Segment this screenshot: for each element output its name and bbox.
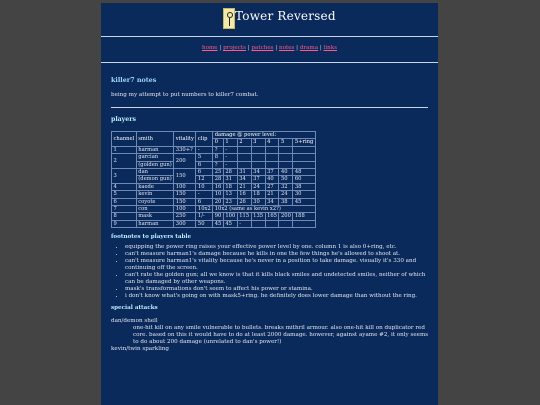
cell-vitality: 100 xyxy=(174,206,196,213)
cell-damage: 60 xyxy=(293,176,315,183)
cell-damage xyxy=(279,146,293,153)
table-row xyxy=(112,146,316,153)
cell-damage: 115 xyxy=(239,213,250,220)
special-attack-name: dan/demon shell xyxy=(111,318,158,325)
cell-damage xyxy=(251,146,265,153)
footnote-item: • equipping the power ring raises your effective power level by one. column 1 is also 0+ring, etc. xyxy=(125,244,431,251)
cell-smith: harman xyxy=(136,146,174,153)
cell-smith: harman xyxy=(136,220,174,227)
cell-damage xyxy=(279,161,293,168)
table-row xyxy=(112,213,316,220)
cell-damage: 16 xyxy=(237,191,251,198)
section-divider xyxy=(111,107,428,108)
cell-damage: ? xyxy=(213,146,224,153)
cell-damage xyxy=(265,146,279,153)
table-row xyxy=(112,183,316,190)
nav-notes[interactable]: notes xyxy=(278,45,295,51)
cell-damage: 32 xyxy=(279,183,293,190)
cell-damage xyxy=(251,161,265,168)
cell-smith: kevin xyxy=(136,191,174,198)
nav-divider xyxy=(101,62,438,63)
cell-channel: 6 xyxy=(112,198,137,205)
cell-damage xyxy=(251,220,265,227)
nav-links[interactable]: links xyxy=(323,45,337,51)
cell-damage: 21 xyxy=(265,191,279,198)
cell-damage: 165 xyxy=(267,213,277,220)
cell-damage: 28 xyxy=(223,169,237,176)
table-row xyxy=(112,176,316,183)
main-content xyxy=(111,77,431,353)
cell-vitality: 250 xyxy=(174,213,196,220)
cell-damage: - xyxy=(223,154,237,161)
col-vitality: vitality xyxy=(174,132,196,147)
table-row xyxy=(112,206,316,213)
cell-smith: garcian xyxy=(136,154,174,161)
cell-damage: 45 xyxy=(223,220,237,227)
cell-damage: 38 xyxy=(293,183,315,190)
table-row xyxy=(112,169,316,176)
cell-clip: 1/- xyxy=(196,213,213,220)
cell-damage: 40 xyxy=(265,176,279,183)
cell-smith: mask xyxy=(136,213,174,220)
cell-damage: 31 xyxy=(237,169,251,176)
cell-damage: 45 xyxy=(214,220,222,227)
cell-damage: 25 xyxy=(214,169,222,176)
cell-damage: 40 xyxy=(279,169,293,176)
cell-damage: 26 xyxy=(237,198,251,205)
cell-channel: 8 xyxy=(112,213,137,220)
level-header: 5+ring xyxy=(294,139,314,146)
players-table xyxy=(111,131,316,228)
cell-clip: 6 xyxy=(196,198,213,205)
cell-damage xyxy=(279,154,293,161)
cell-damage xyxy=(265,161,279,168)
cell-vitality: 150 xyxy=(174,191,196,198)
cell-damage: 50 xyxy=(279,176,293,183)
level-header: 0 xyxy=(213,139,224,146)
table-row xyxy=(112,198,316,205)
cell-smith: (golden gun) xyxy=(138,161,172,168)
ice-cream-icon xyxy=(223,8,235,29)
footnote-item: • can't measure harman1's damage because he kills in one the few things he's allowed to shoot at. xyxy=(125,251,431,258)
cell-damage: 34 xyxy=(237,176,251,183)
intro-text: being my attempt to put numbers to killer7 combat. xyxy=(111,92,259,98)
footnote-item: • mask's transformations don't seem to affect his power or stamina. xyxy=(125,286,431,293)
main-nav: home | projects | patches | notes | drama | links xyxy=(202,45,337,51)
cell-clip: 12 xyxy=(196,176,213,183)
footnote-item: • i don't know what's going on with mask5+ring. he definitely does lower damage than without the ring. xyxy=(125,293,431,300)
cell-damage: 30 xyxy=(251,198,265,205)
notes-title: killer7 notes xyxy=(111,76,157,84)
cell-damage: 34 xyxy=(265,198,279,205)
cell-channel: 1 xyxy=(112,146,137,153)
header-divider xyxy=(101,36,438,37)
cell-damage: ? xyxy=(213,161,224,168)
players-heading: players xyxy=(111,116,136,123)
page-container xyxy=(101,3,438,405)
cell-damage: 24 xyxy=(251,183,265,190)
cell-damage xyxy=(237,154,251,161)
cell-channel: 4 xyxy=(112,183,137,190)
footnotes-heading: footnotes to players table xyxy=(111,234,192,241)
special-attacks-list xyxy=(111,318,431,353)
cell-channel: 2 xyxy=(112,154,137,169)
level-header: 5 xyxy=(279,139,293,146)
cell-damage: 100 xyxy=(225,213,236,220)
cell-clip: 10x2 xyxy=(197,206,211,213)
cell-damage: 13 xyxy=(223,191,237,198)
cell-vitality: 200 xyxy=(174,154,196,169)
cell-damage: 8 xyxy=(213,154,224,161)
cell-clip: - xyxy=(196,146,213,153)
level-header: 3 xyxy=(251,139,265,146)
cell-clip: 5 xyxy=(196,154,213,161)
special-heading: special attacks xyxy=(111,305,158,312)
cell-damage xyxy=(293,154,315,161)
cell-damage xyxy=(251,154,265,161)
site-title: Tower Reversed xyxy=(235,9,336,23)
cell-damage: 37 xyxy=(265,169,279,176)
footnote-item: • can't measure harman1's vitality because he's never in a position to take damage. visually it's 330 and continuing off the screen. xyxy=(125,258,431,272)
footnotes-list xyxy=(111,244,431,300)
cell-damage: 48 xyxy=(293,169,315,176)
cell-clip: 6 xyxy=(196,169,213,176)
cell-vitality: 300 xyxy=(174,220,196,227)
cell-damage: 30 xyxy=(293,191,315,198)
cell-damage: 135 xyxy=(253,213,264,220)
cell-damage: 10x2 (same as kevin x2?) xyxy=(213,206,316,213)
cell-damage xyxy=(279,220,293,227)
cell-damage: 18 xyxy=(223,183,237,190)
cell-smith: kaede xyxy=(136,183,174,190)
nav-projects[interactable]: projects xyxy=(223,45,246,51)
nav-drama[interactable]: drama xyxy=(299,45,319,51)
cell-smith: coyote xyxy=(136,198,174,205)
footnote-item: • can't rate the golden gun; all we know is that it kills black smiles and undetected smiles, neither of which can be damaged by other weapons. xyxy=(125,272,431,286)
cell-vitality: 330+? xyxy=(174,146,196,153)
nav-patches[interactable]: patches xyxy=(251,45,274,51)
cell-damage: 38 xyxy=(279,198,293,205)
cell-damage: 21 xyxy=(237,183,251,190)
cell-clip: 50 xyxy=(196,220,213,227)
special-attack-desc: one-hit kill on any smile vulnerable to bullets. breaks mithril armour. also one-hit kill on duplicator red core. based on this it would have to do at least 2000 damage. however, against ayame #2, it only seems to do about 200 damage (unrelated to dan's power!) xyxy=(133,325,429,346)
cell-damage: 27 xyxy=(265,183,279,190)
cell-vitality: 100 xyxy=(174,183,196,190)
cell-damage xyxy=(293,161,315,168)
cell-damage: 200 xyxy=(280,213,291,220)
cell-damage: 23 xyxy=(223,198,237,205)
cell-channel: 7 xyxy=(112,206,137,213)
cell-damage: 24 xyxy=(279,191,293,198)
cell-damage: 31 xyxy=(223,176,237,183)
cell-damage xyxy=(237,146,251,153)
cell-smith: dan xyxy=(136,169,174,176)
cell-damage xyxy=(265,220,279,227)
col-damage: damage @ power level: xyxy=(213,132,316,139)
cell-damage: 18 xyxy=(251,191,265,198)
cell-damage: - xyxy=(223,146,237,153)
level-header: 1 xyxy=(223,139,237,146)
table-row xyxy=(112,220,316,227)
cell-damage: 45 xyxy=(293,198,315,205)
cell-damage: 28 xyxy=(214,176,222,183)
cell-smith: con xyxy=(136,206,174,213)
cell-channel: 3 xyxy=(112,169,137,184)
special-attack-name: kevin/twin sparkling xyxy=(111,346,169,353)
cell-damage: 188 xyxy=(293,213,315,220)
cell-channel: 5 xyxy=(112,191,137,198)
cell-damage xyxy=(265,154,279,161)
cell-damage xyxy=(237,161,251,168)
nav-home[interactable]: home xyxy=(202,45,218,51)
cell-damage: 34 xyxy=(251,169,265,176)
cell-clip: 6 xyxy=(196,161,213,168)
cell-damage: 90 xyxy=(214,213,222,220)
cell-smith: (demon gun) xyxy=(136,176,174,183)
cell-vitality: 150 xyxy=(174,169,196,184)
cell-clip: - xyxy=(196,191,213,198)
col-smith: smith xyxy=(136,132,174,147)
table-row xyxy=(112,161,316,168)
cell-damage: - xyxy=(223,161,237,168)
table-row xyxy=(112,191,316,198)
cell-damage xyxy=(293,220,315,227)
players-body xyxy=(112,146,316,227)
site-banner xyxy=(101,3,438,35)
cell-damage: - xyxy=(237,220,251,227)
table-row xyxy=(112,154,316,161)
cell-damage: 10 xyxy=(214,191,222,198)
col-channel: channel xyxy=(112,132,137,147)
level-header: 2 xyxy=(237,139,251,146)
cell-damage xyxy=(293,146,315,153)
cell-channel: 9 xyxy=(112,220,137,227)
cell-damage: 37 xyxy=(251,176,265,183)
level-header: 4 xyxy=(265,139,279,146)
cell-clip: 10 xyxy=(196,183,213,190)
col-clip: clip xyxy=(196,132,213,147)
cell-damage: 16 xyxy=(214,183,222,190)
cell-damage: 20 xyxy=(214,198,222,205)
cell-vitality: 150 xyxy=(174,198,196,205)
